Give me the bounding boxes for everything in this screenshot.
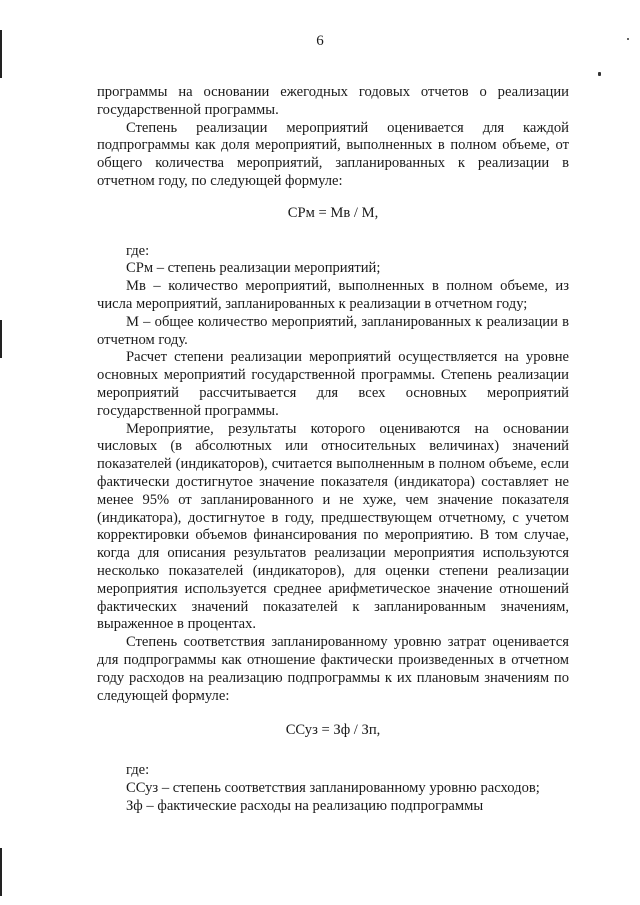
formula-srm: СРм = Мв / М, (287, 204, 379, 221)
definition-mv: Мв – количество мероприятий, выполненных в полном объеме, из числа мероприятий, запланированных к реализации в отчетном году; (97, 278, 569, 312)
scan-margin-mark-bottom (0, 848, 2, 896)
where-label-2: где: (126, 762, 150, 779)
page-number: 6 (316, 33, 324, 49)
paragraph-cost-compliance: Степень соответствия запланированному уровню затрат оценивается для подпрограммы как отношение фактически произведенных в отчетном году расходов на реализацию подпрограммы к их плановым значениям по следующей формуле: (97, 634, 569, 704)
definition-zf: Зф – фактические расходы на реализацию подпрограммы (126, 797, 484, 814)
paragraph-degree-of-implementation: Степень реализации мероприятий оценивается для каждой подпрограммы как доля мероприятий, выполненных в полном объеме, от общего количества мероприятий, запланированных к реализации в отчетном году, по следующей формуле: (97, 119, 569, 189)
scan-speck-1 (627, 38, 629, 40)
where-label: где: (126, 242, 150, 259)
definition-srm: СРм – степень реализации мероприятий; (126, 260, 381, 277)
definition-m: М – общее количество мероприятий, запланированных к реализации в отчетном году. (97, 313, 569, 348)
scan-speck-2 (598, 72, 601, 76)
scan-margin-mark-middle (0, 320, 2, 358)
paragraph-activity-completion: Мероприятие, результаты которого оцениваются на основании числовых (в абсолютных или относительных величинах) значений показателей (индикаторов), считается выполненным в полном объеме, если фактически достигнутое значение показателя (индикатора) составляет не менее 95% от запланированного и не хуже, чем значение показателя (индикатора), достигнутое в году, предшествующем отчетному, с учетом корректировки объемов финансирования по мероприятию. В том случае, когда для описания результатов реализации мероприятия используются несколько показателей (индикаторов), для оценки степени реализации мероприятия используется среднее арифметическое значение отношений фактических значений показателей к запланированным значениям, выраженное в процентах. (97, 420, 569, 633)
formula-ssuz: ССуз = Зф / Зп, (285, 722, 381, 739)
paragraph-continued: программы на основании ежегодных годовых отчетов о реализации государственной программы. (97, 84, 569, 118)
document-body (97, 84, 569, 815)
paragraph-calculation-level: Расчет степени реализации мероприятий осуществляется на уровне основных мероприятий государственной программы. Степень реализации мероприятий рассчитывается для всех основных мероприятий государственной программы. (97, 349, 569, 419)
scan-margin-mark-top (0, 30, 2, 78)
definition-ssuz: ССуз – степень соответствия запланированному уровню расходов; (126, 779, 540, 796)
